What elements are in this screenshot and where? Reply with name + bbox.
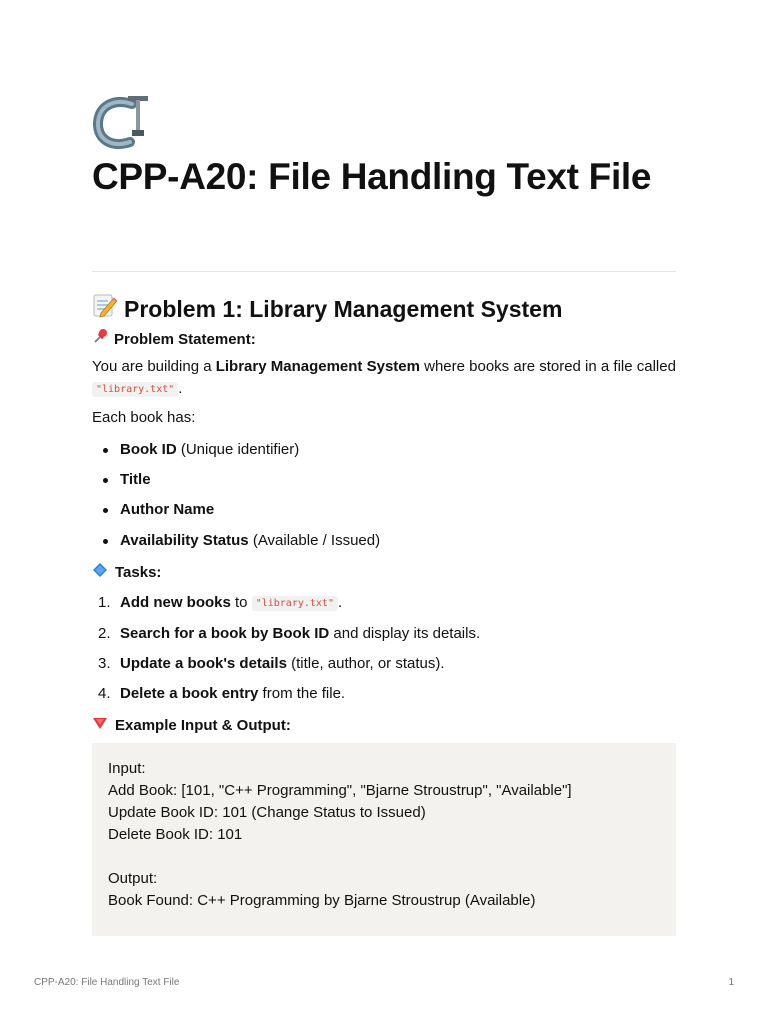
field-name: Author Name bbox=[120, 501, 215, 518]
field-name: Availability Status bbox=[120, 532, 249, 549]
bullet bbox=[103, 508, 108, 513]
problem-heading-text: Problem 1: Library Management System bbox=[124, 295, 563, 322]
statement-bold: Library Management System bbox=[215, 358, 420, 375]
bullet bbox=[103, 448, 108, 453]
memo-icon bbox=[92, 292, 118, 325]
example-heading bbox=[92, 715, 291, 737]
code-line: Add Book: [101, "C++ Programming", "Bjarne Stroustrup", "Available"] bbox=[108, 782, 572, 799]
bullet bbox=[103, 478, 108, 483]
inline-code-filename: "library.txt" bbox=[92, 382, 178, 397]
field-name: Book ID bbox=[120, 441, 177, 458]
statement-text: where books are stored in a file called bbox=[419, 358, 676, 375]
statement-heading-text: Problem Statement: bbox=[114, 330, 256, 348]
task-text: to bbox=[230, 594, 252, 611]
task-text: from the file. bbox=[258, 685, 346, 702]
code-line: Output: bbox=[108, 870, 158, 887]
task-bold: Update a book's details bbox=[120, 655, 287, 672]
pushpin-icon bbox=[92, 328, 109, 351]
divider bbox=[92, 271, 676, 272]
statement-text: . bbox=[178, 380, 183, 397]
inline-code-filename: "library.txt" bbox=[252, 596, 338, 611]
code-line: Book Found: C++ Programming by Bjarne Stroustrup (Available) bbox=[108, 892, 536, 909]
page-title: CPP-A20: File Handling Text File bbox=[92, 156, 652, 197]
each-book-text: Each book has: bbox=[92, 409, 196, 426]
footer-page-number: 1 bbox=[728, 977, 734, 988]
statement-heading bbox=[92, 328, 256, 351]
code-line: Input: bbox=[108, 760, 146, 777]
tasks-heading bbox=[92, 562, 161, 584]
field-note: (Available / Issued) bbox=[248, 532, 381, 549]
statement-paragraph bbox=[92, 356, 676, 401]
red-triangle-down-icon bbox=[92, 715, 108, 737]
task-bold: Add new books bbox=[120, 594, 231, 611]
blue-diamond-icon bbox=[92, 562, 108, 584]
task-number: 3. bbox=[98, 655, 111, 672]
clamp-icon bbox=[92, 92, 152, 152]
code-block bbox=[92, 743, 676, 936]
code-line: Update Book ID: 101 (Change Status to Issued) bbox=[108, 804, 426, 821]
task-number: 2. bbox=[98, 625, 111, 642]
task-text: and display its details. bbox=[329, 625, 481, 642]
footer-title: CPP-A20: File Handling Text File bbox=[34, 977, 180, 988]
statement-text: You are building a bbox=[92, 358, 216, 375]
bullet bbox=[103, 539, 108, 544]
field-note: (Unique identifier) bbox=[176, 441, 300, 458]
task-text: . bbox=[337, 594, 343, 611]
tasks-heading-text: Tasks: bbox=[115, 564, 162, 581]
problem-heading bbox=[92, 292, 562, 325]
field-name: Title bbox=[120, 471, 151, 488]
task-bold: Search for a book by Book ID bbox=[120, 625, 330, 642]
task-text: (title, author, or status). bbox=[286, 655, 445, 672]
code-line: Delete Book ID: 101 bbox=[108, 826, 243, 843]
task-number: 4. bbox=[98, 685, 111, 702]
task-bold: Delete a book entry bbox=[120, 685, 259, 702]
example-heading-text: Example Input & Output: bbox=[115, 717, 291, 734]
task-number: 1. bbox=[98, 594, 111, 611]
